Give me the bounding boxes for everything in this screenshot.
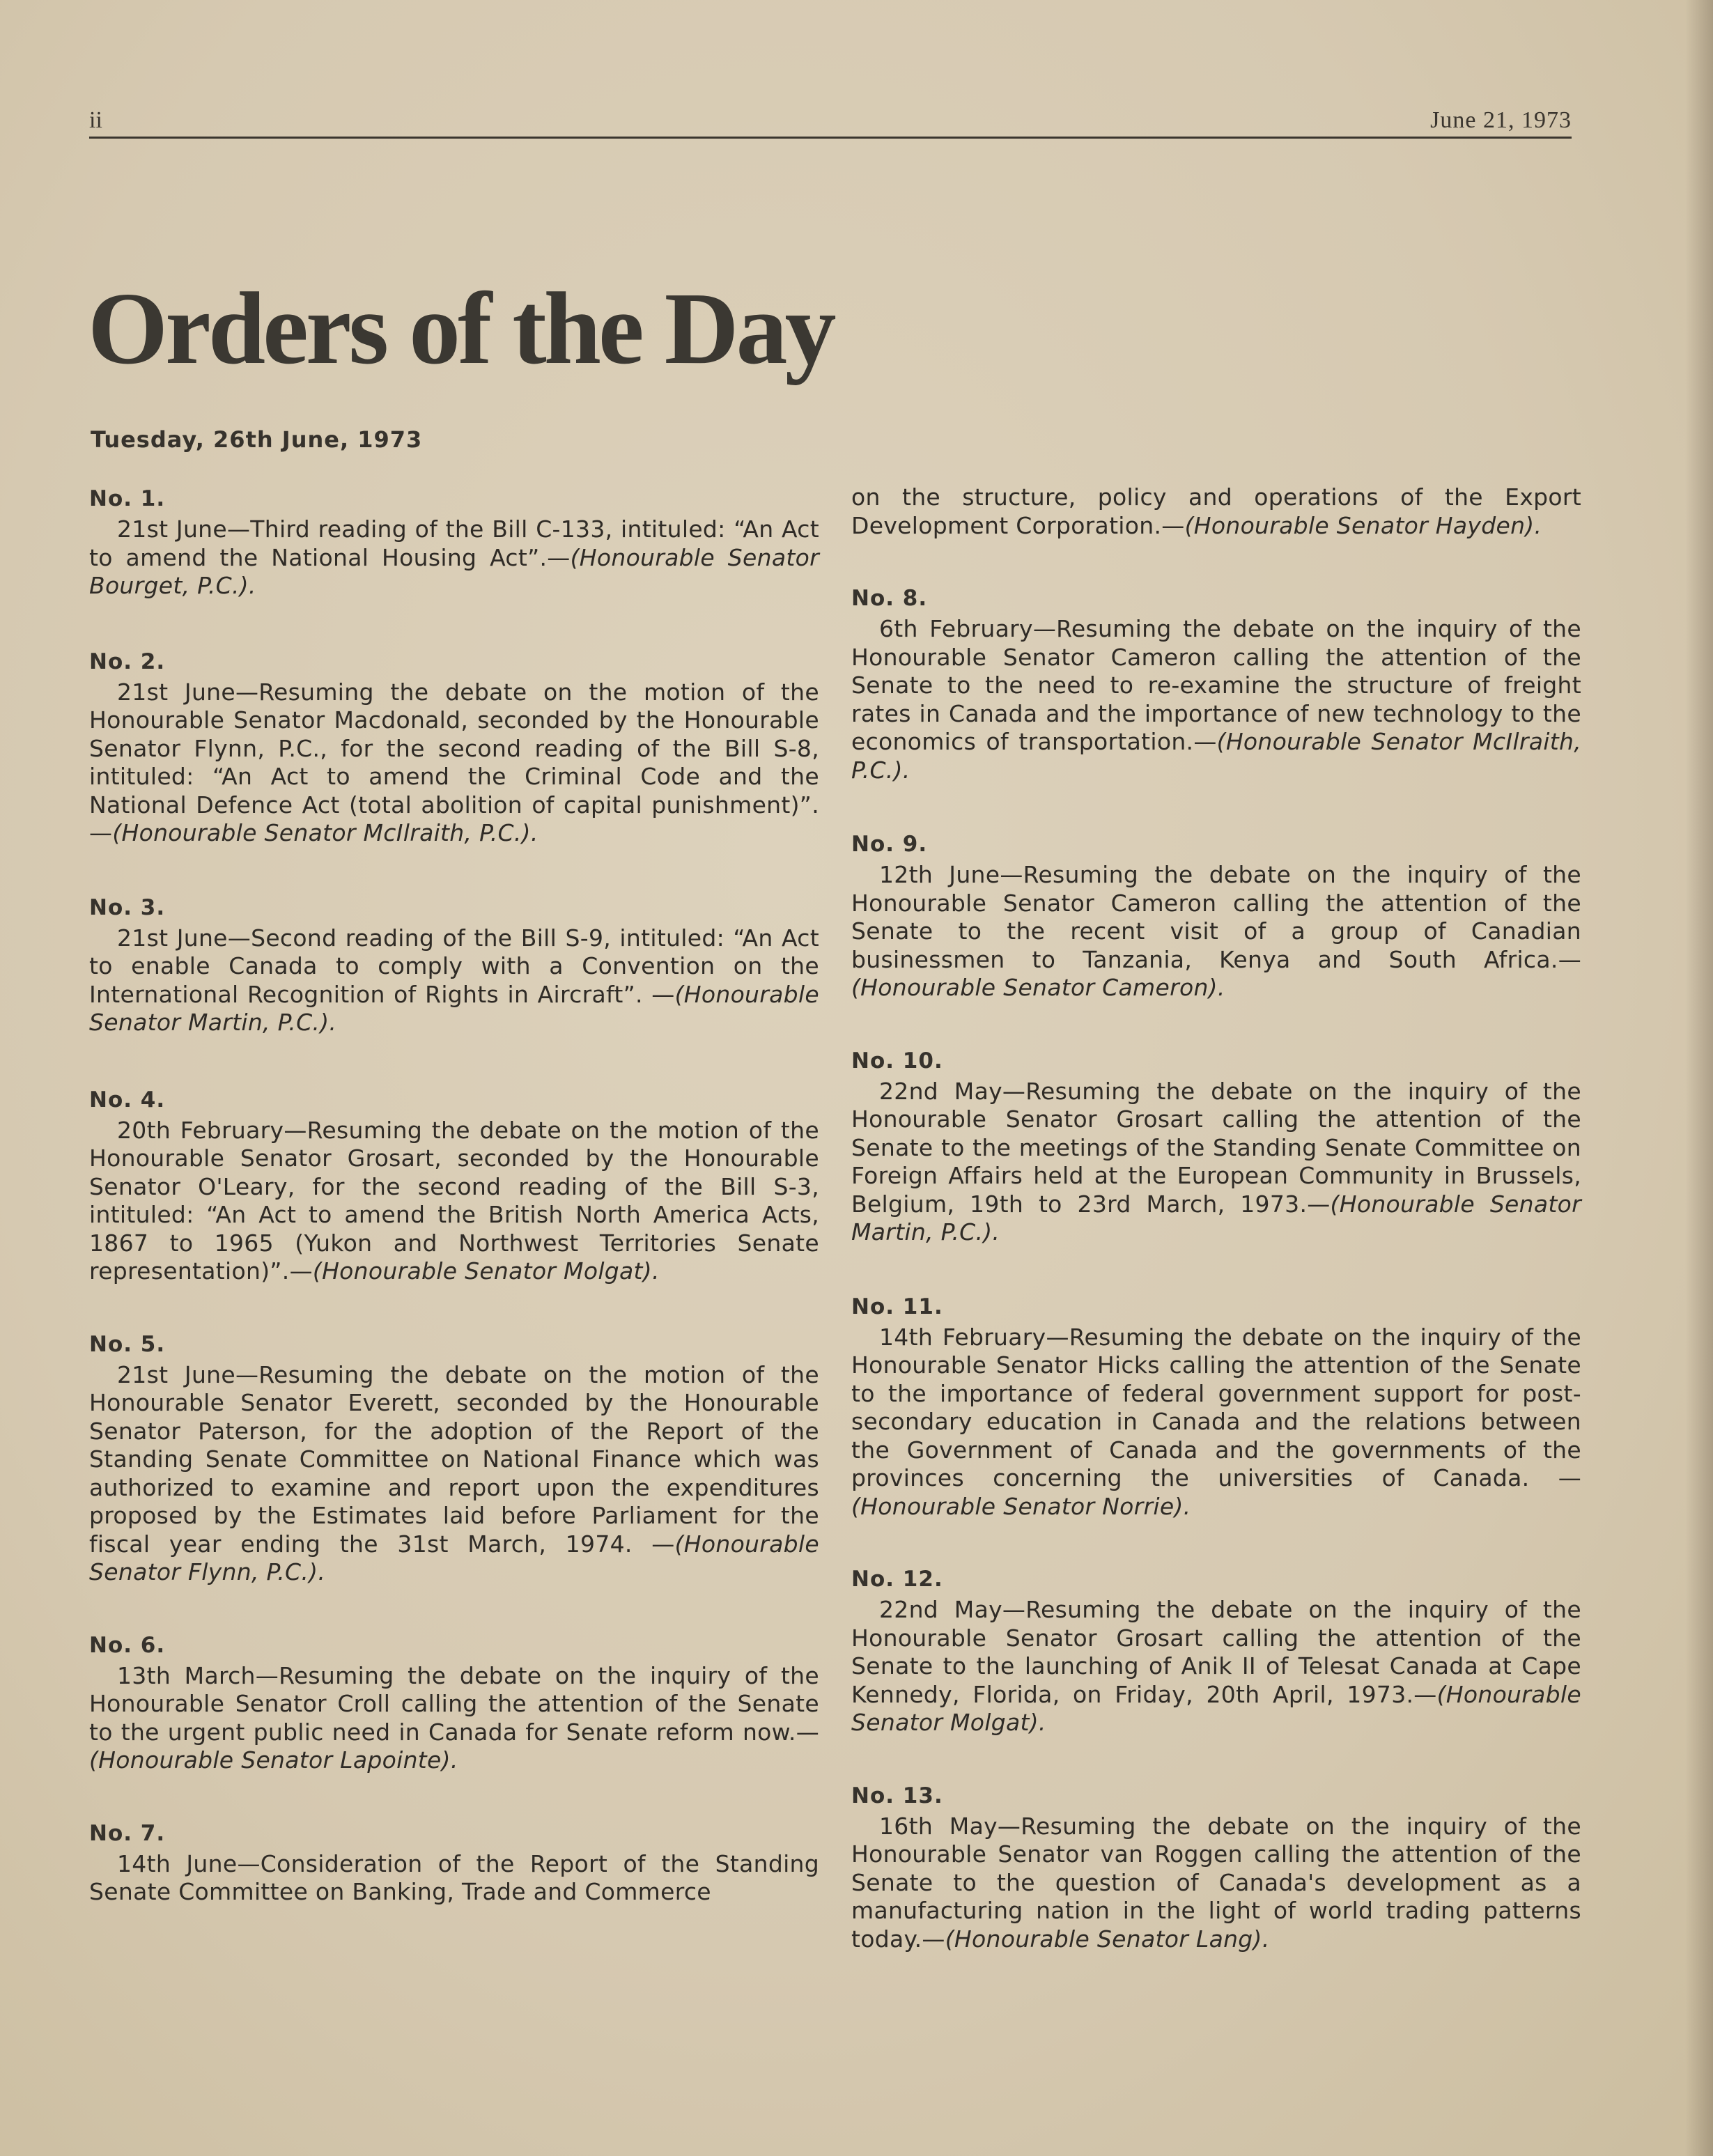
order-number: No. 7.	[89, 1820, 166, 1846]
order-item-10	[851, 1046, 1581, 1247]
order-item-2	[89, 646, 819, 848]
order-text: 21st June—Resuming the debate on the motion of the Honourable Senator Everett, seconded by the Honourable Senator Paterson, for the adoption of the Report of the Standing Senate Committee on National Finance which was authorized to examine and report upon the expenditures proposed by the Estimates laid before Parliament for the fiscal year ending the 31st March, 1974. —(Honourable Senator Flynn, P.C.).	[89, 1360, 819, 1585]
order-number: No. 13.	[851, 1783, 943, 1808]
page-folio: ii	[89, 107, 102, 133]
page-title: Orders of the Day	[88, 272, 834, 386]
order-item-8	[851, 583, 1581, 784]
order-sponsor: (Honourable Senator Bourget, P.C.).	[89, 543, 819, 599]
order-item-12	[851, 1564, 1581, 1737]
order-item-3	[89, 892, 819, 1037]
order-text: 12th June—Resuming the debate on the inquiry of the Honourable Senator Cameron calling the attention of the Senate to the recent visit of a group of Canadian businessmen to Tanzania, Kenya and South Africa.—(Honourable Senator Cameron).	[851, 861, 1581, 1001]
order-sponsor: (Honourable Senator Molgat).	[312, 1257, 660, 1285]
order-item-7	[89, 1818, 819, 1907]
order-sponsor: (Honourable Senator Martin, P.C.).	[89, 980, 819, 1036]
order-sponsor: (Honourable Senator McIlraith, P.C.).	[851, 728, 1581, 784]
order-item-13	[851, 1781, 1581, 1954]
order-number: No. 12.	[851, 1567, 943, 1592]
order-sponsor: (Honourable Senator Cameron).	[851, 974, 1225, 1001]
order-number: No. 1.	[89, 486, 166, 511]
left-column	[89, 483, 819, 1907]
order-text: on the structure, policy and operations of the Export Development Corporation.—(Honourable Senator Hayden).	[851, 483, 1581, 539]
order-number: No. 9.	[851, 832, 928, 857]
header-date: June 21, 1973	[1430, 107, 1572, 133]
order-number: No. 10.	[851, 1048, 943, 1073]
order-sponsor: (Honourable Senator Martin, P.C.).	[851, 1190, 1581, 1246]
order-text: 21st June—Third reading of the Bill C-133, intituled: “An Act to amend the National Housing Act”.—(Honourable Senator Bourget, P.C.).	[89, 515, 819, 599]
order-item-6	[89, 1630, 819, 1775]
header-rule	[89, 137, 1572, 139]
order-item-9	[851, 829, 1581, 1002]
order-sponsor: (Honourable Senator Lapointe).	[89, 1746, 458, 1774]
page-edge-shadow	[1685, 0, 1713, 2156]
order-number: No. 11.	[851, 1294, 943, 1319]
order-item-4	[89, 1085, 819, 1286]
right-column	[851, 483, 1581, 1953]
order-text: 16th May—Resuming the debate on the inquiry of the Honourable Senator van Roggen calling the attention of the Senate to the question of Canada's development as a manufacturing nation in the light of world trading patterns today.—(Honourable Senator Lang).	[851, 1812, 1581, 1953]
order-number: No. 3.	[89, 894, 166, 920]
order-text: 14th February—Resuming the debate on the inquiry of the Honourable Senator Hicks calling the attention of the Senate to the importance of federal government support for post-secondary education in Canada and the relations between the Government of Canada and the governments of the provinces concerning the universities of Canada. —(Honourable Senator Norrie).	[851, 1323, 1581, 1520]
order-sponsor: (Honourable Senator Hayden).	[1184, 511, 1542, 539]
order-sponsor: (Honourable Senator Lang).	[945, 1925, 1270, 1953]
order-item-7-continued	[851, 483, 1581, 540]
order-text: 21st June—Second reading of the Bill S-9, intituled: “An Act to enable Canada to comply with a Convention on the International Recognition of Rights in Aircraft”. —(Honourable Senator Martin, P.C.).	[89, 924, 819, 1036]
order-number: No. 4.	[89, 1087, 166, 1112]
order-number: No. 5.	[89, 1331, 166, 1357]
running-head	[89, 106, 1572, 137]
order-item-5	[89, 1329, 819, 1587]
order-sponsor: (Honourable Senator Norrie).	[851, 1492, 1191, 1520]
order-text: 14th June—Consideration of the Report of the Standing Senate Committee on Banking, Trade and Commerce	[89, 1849, 819, 1905]
order-text: 6th February—Resuming the debate on the inquiry of the Honourable Senator Cameron calling the attention of the Senate to the need to re-examine the structure of freight rates in Canada and the importance of new technology to the economics of transportation.—(Honourable Senator McIlraith, P.C.).	[851, 615, 1581, 784]
order-text: 13th March—Resuming the debate on the inquiry of the Honourable Senator Croll calling the attention of the Senate to the urgent public need in Canada for Senate reform now.—(Honourable Senator Lapointe).	[89, 1661, 819, 1774]
order-text: 21st June—Resuming the debate on the motion of the Honourable Senator Macdonald, seconded by the Honourable Senator Flynn, P.C., for the second reading of the Bill S-8, intituled: “An Act to amend the Criminal Code and the National Defence Act (total abolition of capital punishment)”.—(Honourable Senator McIlraith, P.C.).	[89, 678, 819, 846]
order-text: 20th February—Resuming the debate on the motion of the Honourable Senator Grosart, seconded by the Honourable Senator O'Leary, for the second reading of the Bill S-3, intituled: “An Act to amend the British North America Acts, 1867 to 1965 (Yukon and Northwest Territories Senate representation)”.—(Honourable Senator Molgat).	[89, 1116, 819, 1285]
order-number: No. 2.	[89, 649, 166, 674]
order-item-1	[89, 483, 819, 600]
order-number: No. 6.	[89, 1632, 166, 1658]
order-number: No. 8.	[851, 586, 928, 611]
order-sponsor: (Honourable Senator McIlraith, P.C.).	[112, 819, 538, 846]
order-sponsor: (Honourable Senator Molgat).	[851, 1680, 1581, 1736]
order-item-11	[851, 1292, 1581, 1521]
order-text: 22nd May—Resuming the debate on the inquiry of the Honourable Senator Grosart calling the attention of the Senate to the meetings of the Standing Senate Committee on Foreign Affairs held at the European Community in Brussels, Belgium, 19th to 23rd March, 1973.—(Honourable Senator Martin, P.C.).	[851, 1077, 1581, 1246]
sitting-date: Tuesday, 26th June, 1973	[91, 426, 423, 453]
order-text: 22nd May—Resuming the debate on the inquiry of the Honourable Senator Grosart calling the attention of the Senate to the launching of Anik II of Telesat Canada at Cape Kennedy, Florida, on Friday, 20th April, 1973.—(Honourable Senator Molgat).	[851, 1596, 1581, 1736]
order-sponsor: (Honourable Senator Flynn, P.C.).	[89, 1530, 819, 1585]
